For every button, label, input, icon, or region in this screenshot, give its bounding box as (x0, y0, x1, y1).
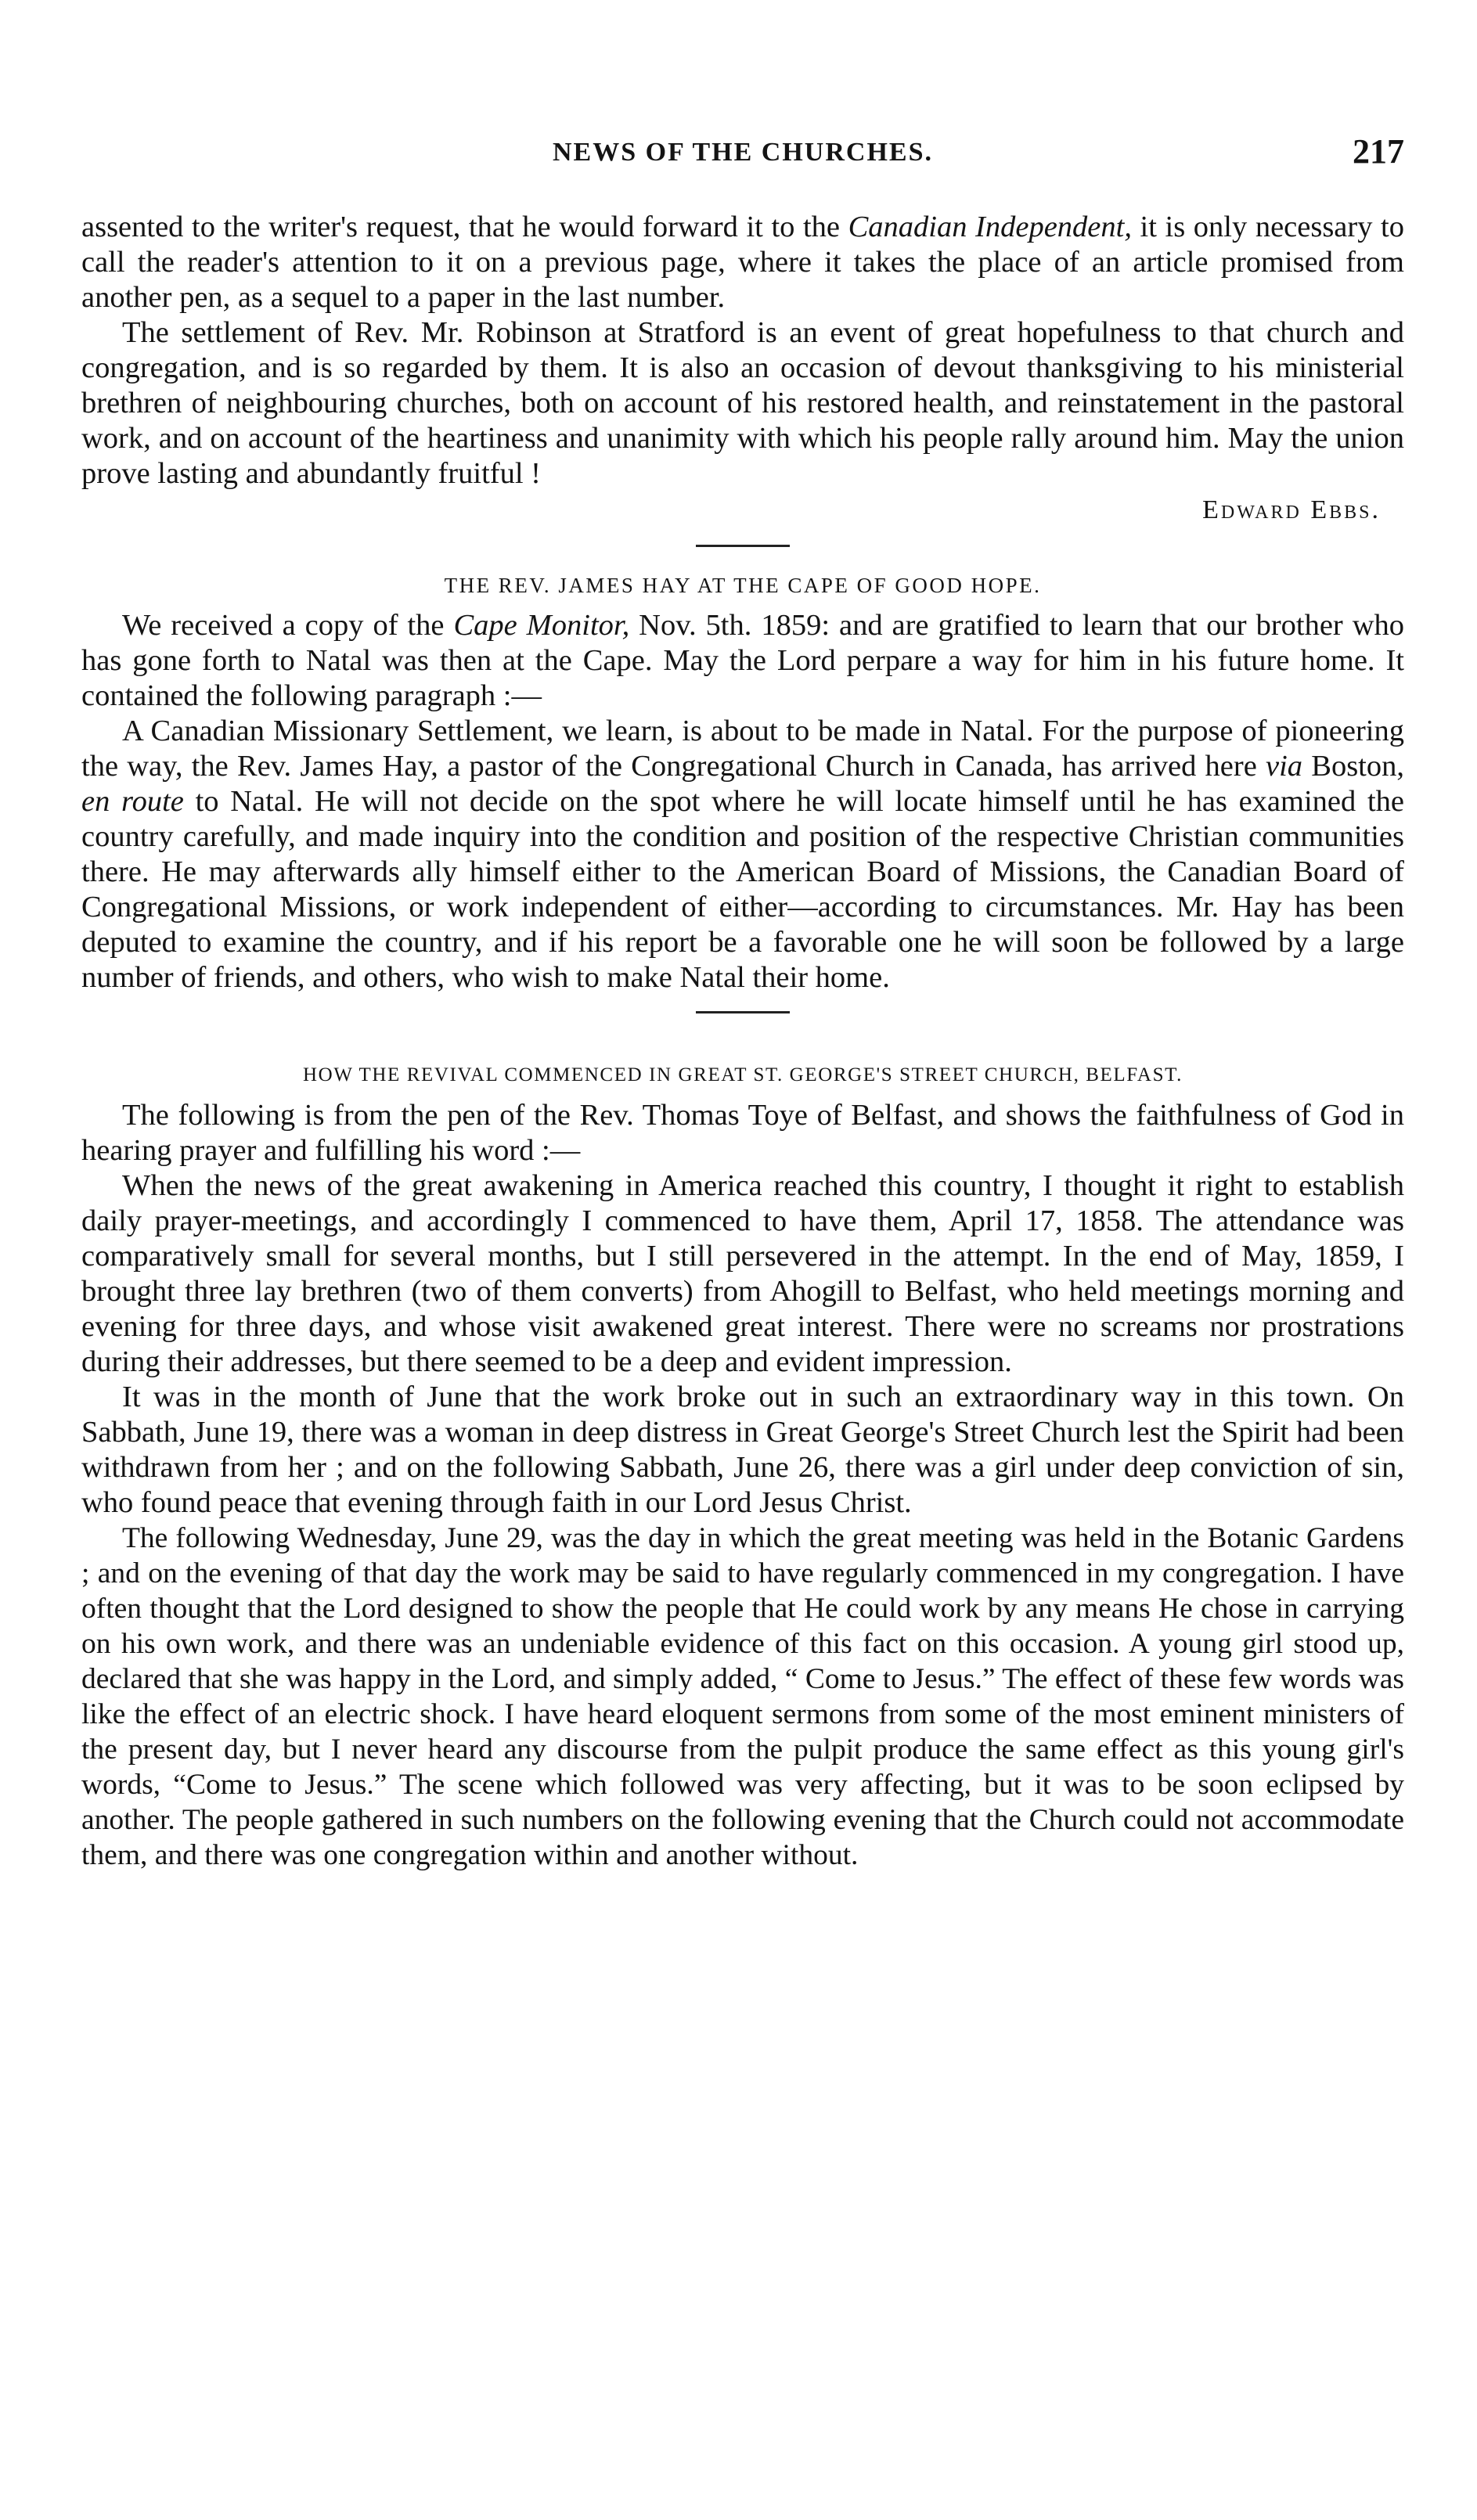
paragraph-natal-settlement: A Canadian Missionary Settlement, we learn, is about to be made in Natal. For the purpose of pioneering the way, the Rev. James Hay, a pastor of the Congregational Church in Canada, has arrived here via Boston, en route to Natal. He will not decide on the spot where he will locate himself until he has examined the country carefully, and made inquiry into the condition and position of the respective Christian communities there. He may afterwards ally himself either to the American Board of Missions, the Canadian Board of Congregational Missions, or work independent of either—according to circumstances. Mr. Hay has been deputed to examine the country, and if his report be a favorable one he will soon be followed by a large number of friends, and others, who wish to make Natal their home. (81, 715, 1405, 994)
running-header (81, 131, 1404, 188)
paragraph-cape-monitor: We received a copy of the Cape Monitor, Nov. 5th. 1859: and are gratified to learn that our brother who has gone forth to Natal was then at the Cape. May the Lord perpare a way for him in his future home. It contained the following paragraph :— (81, 609, 1404, 712)
section-heading-james-hay: THE REV. JAMES HAY AT THE CAPE OF GOOD HOPE. (444, 574, 1042, 597)
section-james-hay (81, 567, 1404, 995)
section-stratford (81, 210, 1404, 529)
paragraph-botanic-gardens: The following Wednesday, June 29, was the day in which the great meeting was held in the Botanic Gardens ; and on the evening of that day the work may be said to have regularly commenced in my congregation. I have often thought that the Lord designed to show the people that He could work by any means He chose in carrying on his own work, and there was an undeniable evidence of this fact on this occasion. A young girl stood up, declared that she was happy in the Lord, and simply added, “ Come to Jesus.” The effect of these few words was like the effect of an electric shock. I have heard eloquent sermons from some of the most eminent ministers of the present day, but I never heard any discourse from the pulpit produce the same effect as this young girl's words, “Come to Jesus.” The scene which followed was very affecting, but it was to be soon eclipsed by another. The people gathered in such numbers on the following evening that the Church could not accommodate them, and there was one congregation within and another without. (81, 1522, 1404, 1871)
author-signature: Edward Ebbs. (1202, 495, 1381, 524)
paragraph-continuation: assented to the writer's request, that he would forward it to the Canadian Independent, it is only necessary to call the reader's attention to it on a previous page, where it takes the place of an article promised from another pen, as a sequel to a paper in the last number. (81, 211, 1404, 314)
paragraph-prayer-meetings: When the news of the great awakening in America reached this country, I thought it right to establish daily prayer-meetings, and accordingly I commenced to have them, April 17, 1858. The attendance was comparatively small for several months, but I still persevered in the attempt. In the end of May, 1859, I brought three lay brethren (two of them converts) from Ahogill to Belfast, who held meetings morning and evening for three days, and whose visit awakened great interest. There were no screams nor prostrations during their addresses, but there seemed to be a deep and evident impression. (81, 1169, 1404, 1378)
page-number: 217 (1353, 132, 1404, 171)
running-title: NEWS OF THE CHURCHES. (553, 138, 933, 167)
section-divider (696, 1011, 790, 1013)
document-page (81, 131, 1404, 1873)
section-heading-belfast-revival: HOW THE REVIVAL COMMENCED IN GREAT ST. GEORGE'S STREET CHURCH, BELFAST. (303, 1064, 1183, 1085)
section-belfast-revival (81, 1057, 1404, 1873)
paragraph-robinson-settlement: The settlement of Rev. Mr. Robinson at Stratford is an event of great hopefulness to that church and congregation, and is so regarded by them. It is also an occasion of devout thanksgiving to his ministerial brethren of neighbouring churches, both on account of his restored health, and reinstatement in the pastoral work, and on account of the heartiness and unanimity with which his people rally around him. May the union prove lasting and abundantly fruitful ! (81, 316, 1404, 490)
paragraph-june-work: It was in the month of June that the work broke out in such an extraordinary way in this town. On Sabbath, June 19, there was a woman in deep distress in Great George's Street Church lest the Spirit had been withdrawn from her ; and on the following Sabbath, June 26, there was a girl under deep conviction of sin, who found peace that evening through faith in our Lord Jesus Christ. (81, 1381, 1404, 1519)
section-divider (696, 545, 790, 547)
paragraph-intro-toye: The following is from the pen of the Rev. Thomas Toye of Belfast, and shows the faithfulness of God in hearing prayer and fulfilling his word :— (81, 1099, 1404, 1167)
